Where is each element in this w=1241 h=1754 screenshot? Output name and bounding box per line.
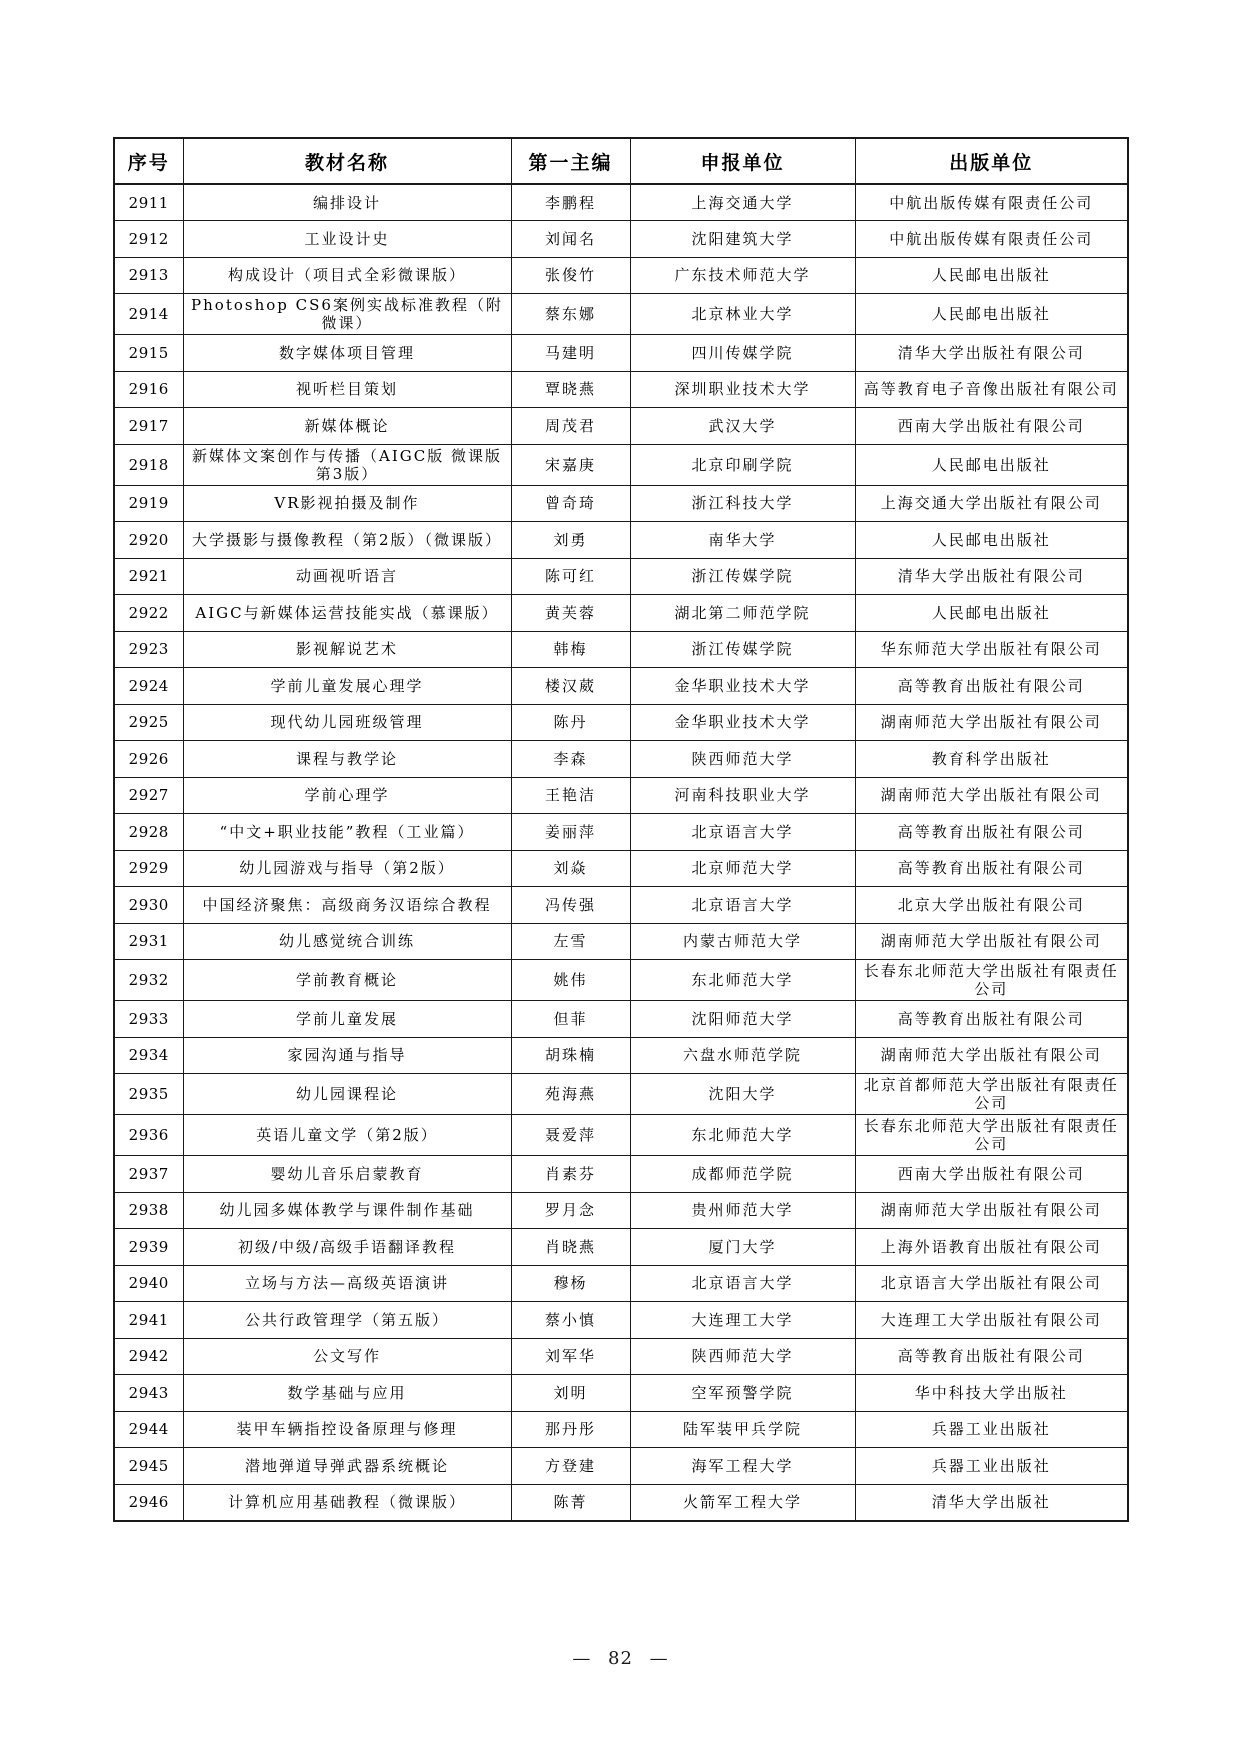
table-row	[114, 1302, 1128, 1339]
cell-title: 数字媒体项目管理	[183, 335, 511, 372]
cell-applicant: 金华职业技术大学	[630, 668, 855, 705]
cell-serial: 2942	[114, 1338, 183, 1375]
table-row	[114, 1192, 1128, 1229]
cell-editor: 曾奇琦	[511, 485, 630, 522]
cell-title: 影视解说艺术	[183, 631, 511, 668]
cell-applicant: 火箭军工程大学	[630, 1484, 855, 1521]
cell-editor: 王艳洁	[511, 777, 630, 814]
cell-publisher: 北京大学出版社有限公司	[855, 887, 1128, 924]
cell-title: 编排设计	[183, 184, 511, 221]
table-row	[114, 631, 1128, 668]
cell-serial: 2944	[114, 1411, 183, 1448]
cell-editor: 蔡小慎	[511, 1302, 630, 1339]
cell-serial: 2920	[114, 522, 183, 559]
cell-serial: 2928	[114, 814, 183, 851]
cell-publisher: 西南大学出版社有限公司	[855, 408, 1128, 445]
cell-publisher: 华东师范大学出版社有限公司	[855, 631, 1128, 668]
cell-publisher: 北京语言大学出版社有限公司	[855, 1265, 1128, 1302]
cell-applicant: 贵州师范大学	[630, 1192, 855, 1229]
cell-publisher: 兵器工业出版社	[855, 1448, 1128, 1485]
cell-title: VR影视拍摄及制作	[183, 485, 511, 522]
cell-editor: 肖晓燕	[511, 1229, 630, 1266]
cell-serial: 2934	[114, 1037, 183, 1074]
table-row	[114, 960, 1128, 1001]
cell-serial: 2929	[114, 850, 183, 887]
cell-publisher: 高等教育出版社有限公司	[855, 1001, 1128, 1038]
cell-title: 工业设计史	[183, 221, 511, 258]
cell-editor: 左雪	[511, 923, 630, 960]
cell-serial: 2937	[114, 1156, 183, 1193]
cell-editor: 穆杨	[511, 1265, 630, 1302]
cell-publisher: 华中科技大学出版社	[855, 1375, 1128, 1412]
table-row	[114, 335, 1128, 372]
cell-publisher: 上海交通大学出版社有限公司	[855, 485, 1128, 522]
cell-editor: 陈丹	[511, 704, 630, 741]
cell-publisher: 中航出版传媒有限责任公司	[855, 184, 1128, 221]
cell-applicant: 四川传媒学院	[630, 335, 855, 372]
table-row	[114, 1484, 1128, 1521]
cell-serial: 2939	[114, 1229, 183, 1266]
cell-editor: 张俊竹	[511, 257, 630, 294]
cell-editor: 姜丽萍	[511, 814, 630, 851]
cell-serial: 2945	[114, 1448, 183, 1485]
cell-editor: 周茂君	[511, 408, 630, 445]
cell-editor: 胡珠楠	[511, 1037, 630, 1074]
cell-editor: 刘勇	[511, 522, 630, 559]
cell-publisher: 高等教育出版社有限公司	[855, 850, 1128, 887]
cell-editor: 那丹彤	[511, 1411, 630, 1448]
table-row	[114, 1265, 1128, 1302]
table-row	[114, 371, 1128, 408]
cell-title: 数学基础与应用	[183, 1375, 511, 1412]
cell-serial: 2941	[114, 1302, 183, 1339]
cell-publisher: 上海外语教育出版社有限公司	[855, 1229, 1128, 1266]
cell-editor: 马建明	[511, 335, 630, 372]
table-row	[114, 814, 1128, 851]
cell-editor: 聂爱萍	[511, 1115, 630, 1156]
table-row	[114, 887, 1128, 924]
table-row	[114, 257, 1128, 294]
table-header	[114, 138, 1128, 184]
table-row	[114, 741, 1128, 778]
cell-applicant: 内蒙古师范大学	[630, 923, 855, 960]
cell-title: 婴幼儿音乐启蒙教育	[183, 1156, 511, 1193]
cell-applicant: 北京印刷学院	[630, 444, 855, 485]
cell-publisher: 长春东北师范大学出版社有限责任公司	[855, 1115, 1128, 1156]
cell-title: 幼儿园多媒体教学与课件制作基础	[183, 1192, 511, 1229]
cell-serial: 2932	[114, 960, 183, 1001]
cell-title: 家园沟通与指导	[183, 1037, 511, 1074]
cell-title: 动画视听语言	[183, 558, 511, 595]
table-row	[114, 522, 1128, 559]
cell-applicant: 广东技术师范大学	[630, 257, 855, 294]
cell-applicant: 沈阳师范大学	[630, 1001, 855, 1038]
cell-applicant: 浙江传媒学院	[630, 558, 855, 595]
cell-applicant: 陆军装甲兵学院	[630, 1411, 855, 1448]
cell-publisher: 人民邮电出版社	[855, 257, 1128, 294]
cell-publisher: 高等教育出版社有限公司	[855, 1338, 1128, 1375]
cell-serial: 2931	[114, 923, 183, 960]
table-row	[114, 558, 1128, 595]
cell-applicant: 陕西师范大学	[630, 1338, 855, 1375]
cell-applicant: 北京语言大学	[630, 887, 855, 924]
cell-applicant: 北京语言大学	[630, 814, 855, 851]
table-row	[114, 444, 1128, 485]
cell-editor: 刘军华	[511, 1338, 630, 1375]
cell-title: 新媒体概论	[183, 408, 511, 445]
cell-title: 幼儿园游戏与指导（第2版）	[183, 850, 511, 887]
cell-publisher: 高等教育出版社有限公司	[855, 668, 1128, 705]
cell-editor: 刘明	[511, 1375, 630, 1412]
table-row	[114, 850, 1128, 887]
cell-applicant: 六盘水师范学院	[630, 1037, 855, 1074]
cell-publisher: 人民邮电出版社	[855, 522, 1128, 559]
textbook-table-body	[114, 184, 1128, 1521]
cell-title: 幼儿感觉统合训练	[183, 923, 511, 960]
cell-applicant: 东北师范大学	[630, 960, 855, 1001]
cell-publisher: 教育科学出版社	[855, 741, 1128, 778]
cell-serial: 2925	[114, 704, 183, 741]
column-header-publisher: 出版单位	[855, 138, 1128, 184]
cell-publisher: 湖南师范大学出版社有限公司	[855, 704, 1128, 741]
cell-title: 初级/中级/高级手语翻译教程	[183, 1229, 511, 1266]
table-row	[114, 1448, 1128, 1485]
cell-publisher: 人民邮电出版社	[855, 444, 1128, 485]
cell-serial: 2918	[114, 444, 183, 485]
cell-publisher: 高等教育电子音像出版社有限公司	[855, 371, 1128, 408]
cell-editor: 苑海燕	[511, 1074, 630, 1115]
cell-title: 视听栏目策划	[183, 371, 511, 408]
table-row	[114, 221, 1128, 258]
cell-serial: 2923	[114, 631, 183, 668]
cell-serial: 2927	[114, 777, 183, 814]
table-row	[114, 1001, 1128, 1038]
cell-publisher: 大连理工大学出版社有限公司	[855, 1302, 1128, 1339]
cell-applicant: 东北师范大学	[630, 1115, 855, 1156]
cell-title: 英语儿童文学（第2版）	[183, 1115, 511, 1156]
table-row	[114, 777, 1128, 814]
cell-title: 中国经济聚焦：高级商务汉语综合教程	[183, 887, 511, 924]
cell-title: 课程与教学论	[183, 741, 511, 778]
cell-title: 潜地弹道导弹武器系统概论	[183, 1448, 511, 1485]
cell-serial: 2938	[114, 1192, 183, 1229]
cell-publisher: 西南大学出版社有限公司	[855, 1156, 1128, 1193]
table-row	[114, 923, 1128, 960]
cell-applicant: 北京语言大学	[630, 1265, 855, 1302]
table-header-row	[114, 138, 1128, 184]
cell-serial: 2921	[114, 558, 183, 595]
cell-serial: 2930	[114, 887, 183, 924]
cell-title: 现代幼儿园班级管理	[183, 704, 511, 741]
cell-editor: 方登建	[511, 1448, 630, 1485]
cell-applicant: 大连理工大学	[630, 1302, 855, 1339]
cell-editor: 但菲	[511, 1001, 630, 1038]
cell-applicant: 沈阳建筑大学	[630, 221, 855, 258]
table-row	[114, 595, 1128, 632]
cell-title: 公文写作	[183, 1338, 511, 1375]
cell-applicant: 武汉大学	[630, 408, 855, 445]
cell-applicant: 海军工程大学	[630, 1448, 855, 1485]
cell-title: 装甲车辆指控设备原理与修理	[183, 1411, 511, 1448]
cell-serial: 2946	[114, 1484, 183, 1521]
cell-serial: 2911	[114, 184, 183, 221]
cell-serial: 2919	[114, 485, 183, 522]
cell-publisher: 兵器工业出版社	[855, 1411, 1128, 1448]
cell-publisher: 清华大学出版社有限公司	[855, 335, 1128, 372]
cell-serial: 2943	[114, 1375, 183, 1412]
cell-serial: 2940	[114, 1265, 183, 1302]
cell-serial: 2936	[114, 1115, 183, 1156]
cell-publisher: 清华大学出版社有限公司	[855, 558, 1128, 595]
cell-title: 大学摄影与摄像教程（第2版）（微课版）	[183, 522, 511, 559]
cell-editor: 陈菁	[511, 1484, 630, 1521]
cell-title: Photoshop CS6案例实战标准教程（附微课）	[183, 294, 511, 335]
cell-editor: 宋嘉庚	[511, 444, 630, 485]
cell-serial: 2915	[114, 335, 183, 372]
cell-editor: 刘焱	[511, 850, 630, 887]
page-number: — 82 —	[572, 1648, 669, 1669]
cell-editor: 黄芙蓉	[511, 595, 630, 632]
cell-title: “中文+职业技能”教程（工业篇）	[183, 814, 511, 851]
cell-applicant: 成都师范学院	[630, 1156, 855, 1193]
textbook-table	[113, 137, 1129, 1522]
cell-editor: 覃晓燕	[511, 371, 630, 408]
table-row	[114, 1375, 1128, 1412]
cell-applicant: 南华大学	[630, 522, 855, 559]
table-row	[114, 1338, 1128, 1375]
cell-serial: 2914	[114, 294, 183, 335]
cell-applicant: 深圳职业技术大学	[630, 371, 855, 408]
cell-title: 新媒体文案创作与传播（AIGC版 微课版 第3版）	[183, 444, 511, 485]
cell-title: 立场与方法—高级英语演讲	[183, 1265, 511, 1302]
cell-applicant: 北京林业大学	[630, 294, 855, 335]
cell-applicant: 湖北第二师范学院	[630, 595, 855, 632]
cell-serial: 2926	[114, 741, 183, 778]
table-row	[114, 1229, 1128, 1266]
cell-editor: 韩梅	[511, 631, 630, 668]
cell-editor: 楼汉葳	[511, 668, 630, 705]
cell-applicant: 浙江传媒学院	[630, 631, 855, 668]
cell-title: 学前教育概论	[183, 960, 511, 1001]
cell-publisher: 湖南师范大学出版社有限公司	[855, 777, 1128, 814]
cell-title: 学前儿童发展心理学	[183, 668, 511, 705]
column-header-applicant: 申报单位	[630, 138, 855, 184]
cell-applicant: 空军预警学院	[630, 1375, 855, 1412]
cell-editor: 罗月念	[511, 1192, 630, 1229]
cell-serial: 2917	[114, 408, 183, 445]
cell-publisher: 中航出版传媒有限责任公司	[855, 221, 1128, 258]
cell-title: 幼儿园课程论	[183, 1074, 511, 1115]
cell-title: AIGC与新媒体运营技能实战（慕课版）	[183, 595, 511, 632]
column-header-editor: 第一主编	[511, 138, 630, 184]
cell-serial: 2913	[114, 257, 183, 294]
cell-serial: 2912	[114, 221, 183, 258]
cell-publisher: 人民邮电出版社	[855, 294, 1128, 335]
cell-applicant: 厦门大学	[630, 1229, 855, 1266]
cell-editor: 李鹏程	[511, 184, 630, 221]
cell-title: 构成设计（项目式全彩微课版）	[183, 257, 511, 294]
table-row	[114, 294, 1128, 335]
table-row	[114, 704, 1128, 741]
cell-title: 学前心理学	[183, 777, 511, 814]
cell-serial: 2933	[114, 1001, 183, 1038]
table-row	[114, 1411, 1128, 1448]
cell-publisher: 湖南师范大学出版社有限公司	[855, 1037, 1128, 1074]
cell-publisher: 长春东北师范大学出版社有限责任公司	[855, 960, 1128, 1001]
cell-editor: 李森	[511, 741, 630, 778]
cell-publisher: 高等教育出版社有限公司	[855, 814, 1128, 851]
cell-editor: 刘闻名	[511, 221, 630, 258]
table-row	[114, 408, 1128, 445]
cell-applicant: 陕西师范大学	[630, 741, 855, 778]
cell-publisher: 清华大学出版社	[855, 1484, 1128, 1521]
cell-title: 公共行政管理学（第五版）	[183, 1302, 511, 1339]
table-row	[114, 184, 1128, 221]
cell-applicant: 北京师范大学	[630, 850, 855, 887]
cell-serial: 2924	[114, 668, 183, 705]
cell-applicant: 上海交通大学	[630, 184, 855, 221]
cell-serial: 2935	[114, 1074, 183, 1115]
cell-editor: 陈可红	[511, 558, 630, 595]
table-row	[114, 485, 1128, 522]
cell-applicant: 河南科技职业大学	[630, 777, 855, 814]
cell-serial: 2922	[114, 595, 183, 632]
cell-applicant: 沈阳大学	[630, 1074, 855, 1115]
cell-publisher: 湖南师范大学出版社有限公司	[855, 1192, 1128, 1229]
cell-publisher: 人民邮电出版社	[855, 595, 1128, 632]
table-row	[114, 1074, 1128, 1115]
cell-publisher: 湖南师范大学出版社有限公司	[855, 923, 1128, 960]
cell-editor: 肖素芬	[511, 1156, 630, 1193]
cell-editor: 姚伟	[511, 960, 630, 1001]
cell-applicant: 金华职业技术大学	[630, 704, 855, 741]
column-header-serial: 序号	[114, 138, 183, 184]
table-row	[114, 1037, 1128, 1074]
column-header-title: 教材名称	[183, 138, 511, 184]
table-row	[114, 1156, 1128, 1193]
cell-editor: 冯传强	[511, 887, 630, 924]
cell-applicant: 浙江科技大学	[630, 485, 855, 522]
cell-publisher: 北京首都师范大学出版社有限责任公司	[855, 1074, 1128, 1115]
cell-title: 学前儿童发展	[183, 1001, 511, 1038]
cell-serial: 2916	[114, 371, 183, 408]
cell-editor: 蔡东娜	[511, 294, 630, 335]
table-row	[114, 668, 1128, 705]
table-row	[114, 1115, 1128, 1156]
cell-title: 计算机应用基础教程（微课版）	[183, 1484, 511, 1521]
